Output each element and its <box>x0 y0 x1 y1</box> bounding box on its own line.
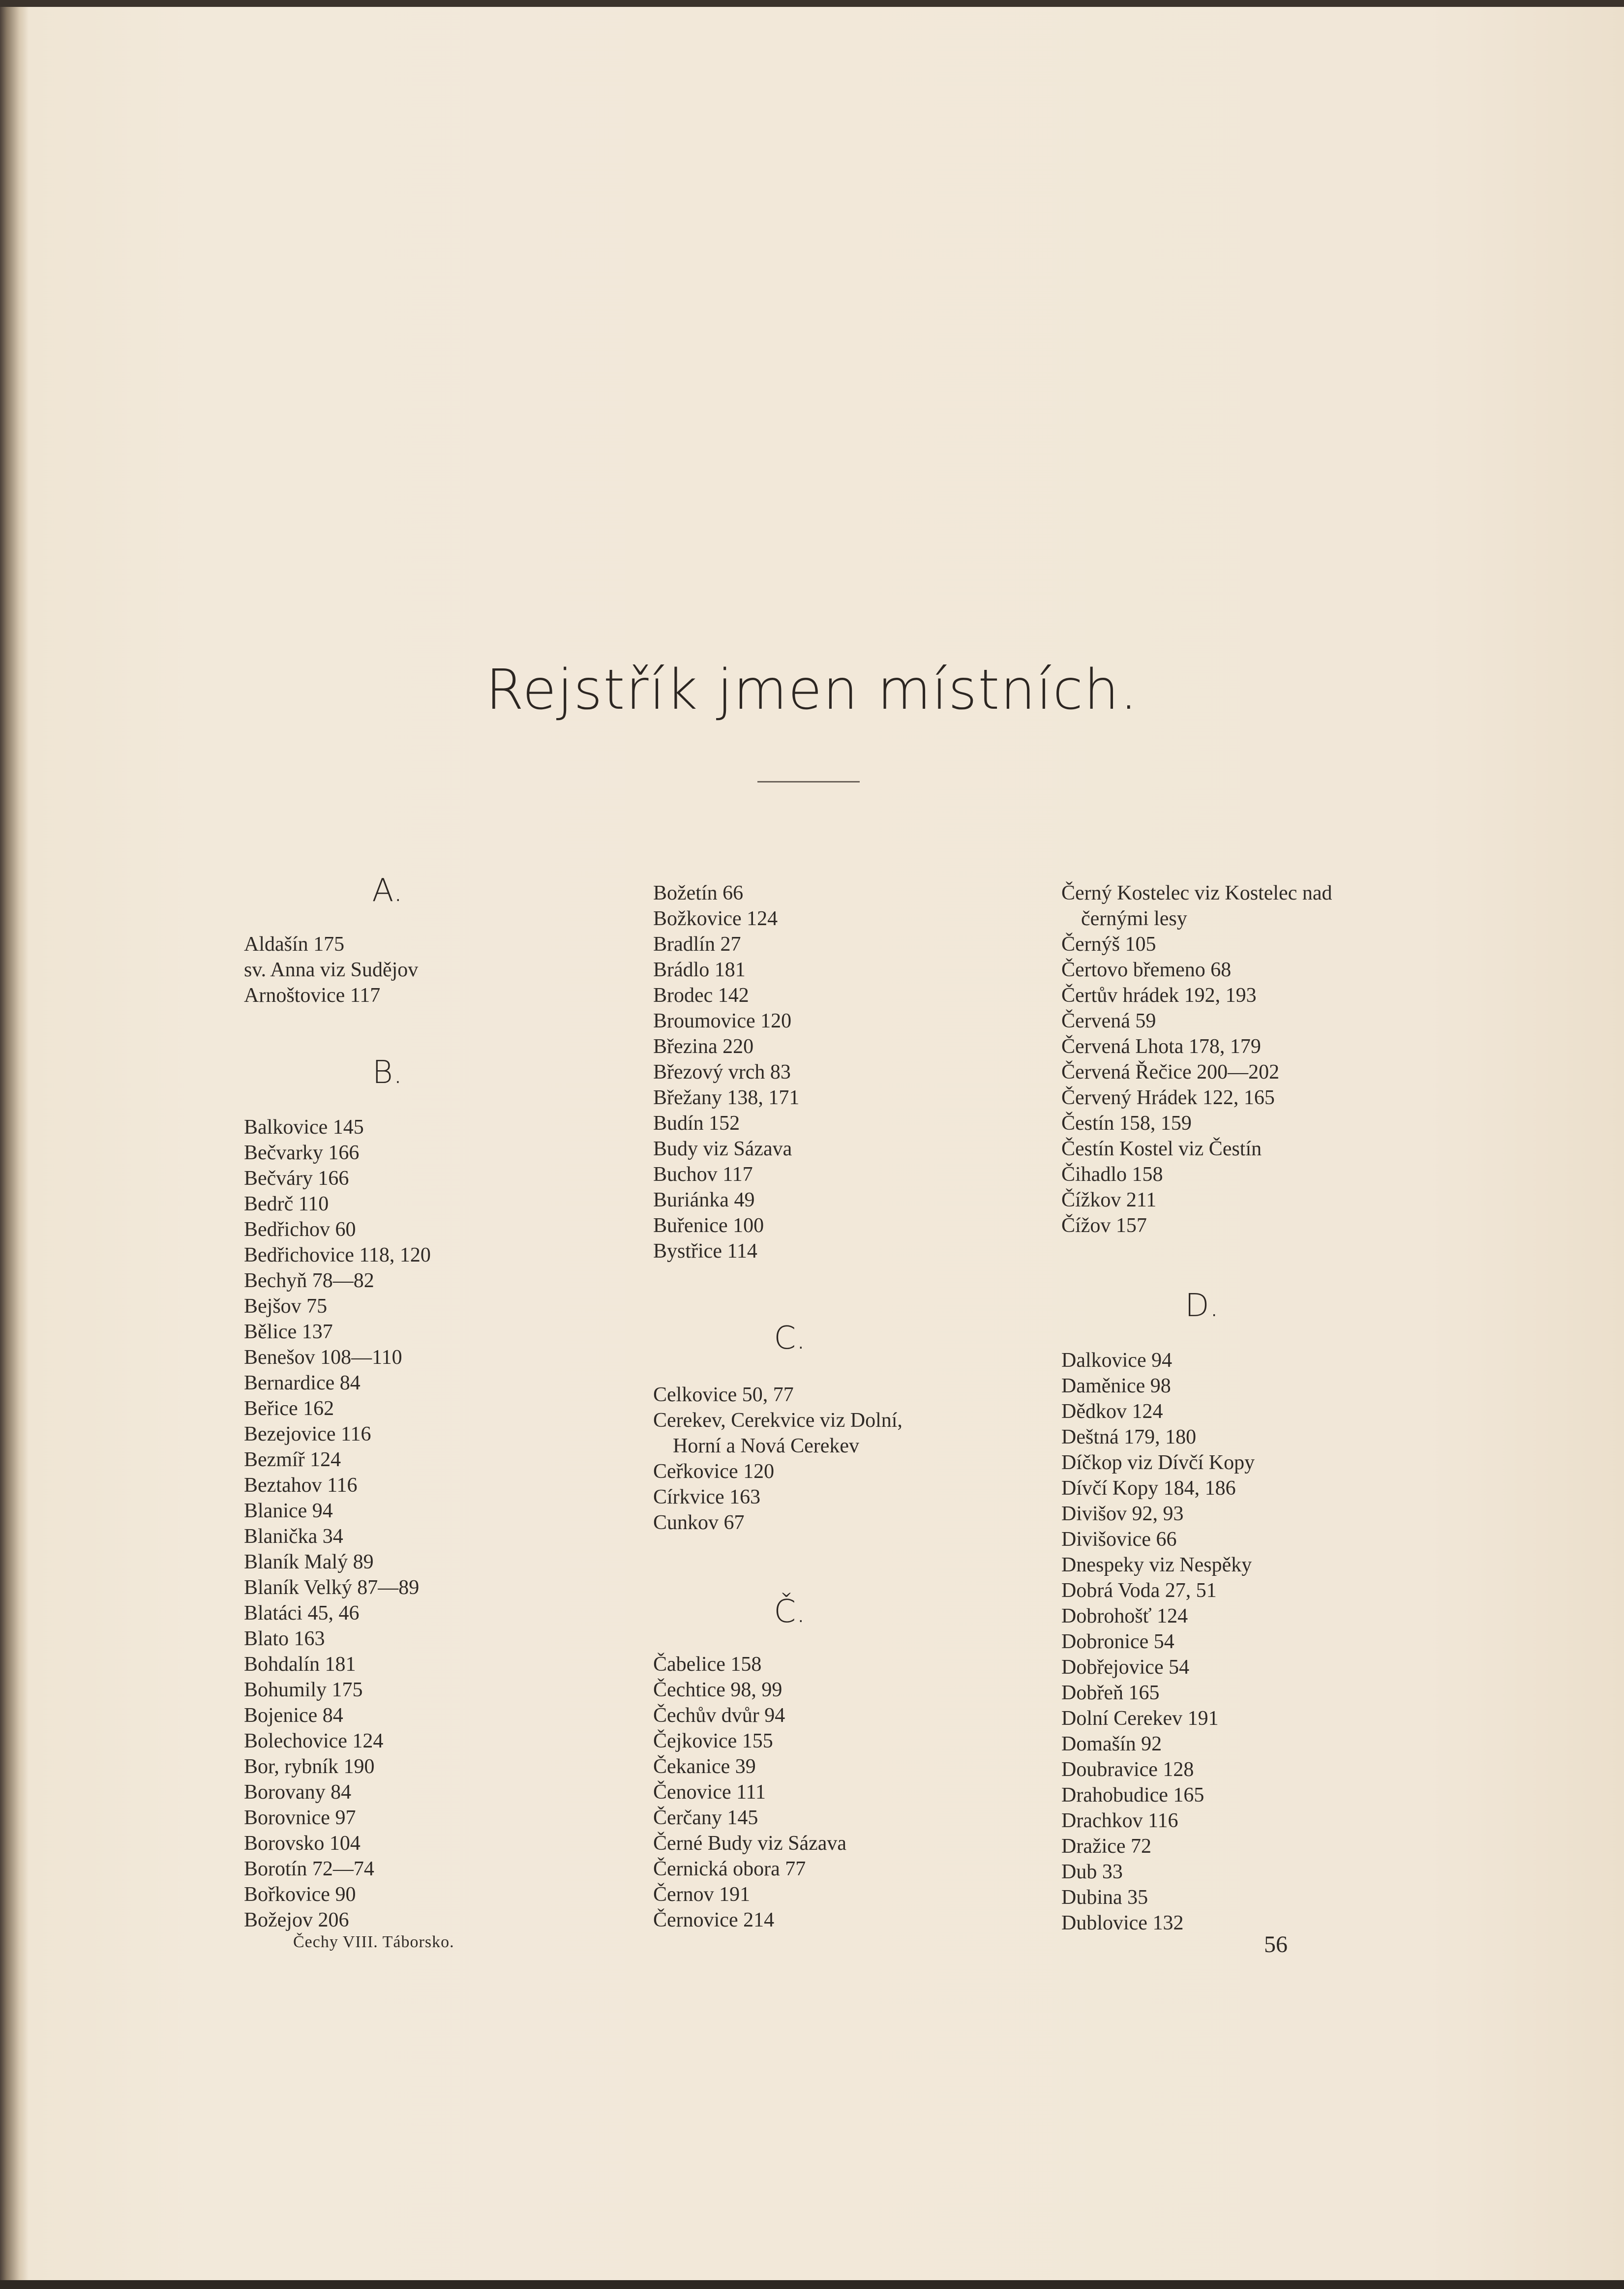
index-entry: Bezmíř 124 <box>244 1448 341 1471</box>
index-entry: Daměnice 98 <box>1061 1375 1171 1397</box>
index-entry: Dobronice 54 <box>1061 1630 1174 1653</box>
top-edge <box>0 0 1624 7</box>
index-entry: Blatáci 45, 46 <box>244 1602 360 1625</box>
index-entry: Bedrč 110 <box>244 1193 329 1215</box>
index-entry: Čertův hrádek 192, 193 <box>1061 984 1257 1007</box>
index-entry: Čekanice 39 <box>653 1755 756 1778</box>
index-entry: Bor, rybník 190 <box>244 1755 375 1778</box>
index-entry: Božetín 66 <box>653 882 744 904</box>
index-entry: Divišov 92, 93 <box>1061 1503 1184 1525</box>
page-title: Rejstřík jmen místních. <box>485 658 1139 722</box>
index-entry: Čestín Kostel viz Čestín <box>1061 1138 1262 1160</box>
index-entry: Bradlín 27 <box>653 933 741 956</box>
index-entry: Bečvarky 166 <box>244 1142 360 1164</box>
index-entry: Dražice 72 <box>1061 1835 1152 1858</box>
index-entry: Březina 220 <box>653 1035 754 1058</box>
index-entry: Červený Hrádek 122, 165 <box>1061 1086 1275 1109</box>
index-entry: Borovsko 104 <box>244 1832 361 1855</box>
index-entry: sv. Anna viz Sudějov <box>244 959 419 981</box>
index-entry: Černická obora 77 <box>653 1858 806 1880</box>
index-entry: Bedřichovice 118, 120 <box>244 1244 431 1266</box>
index-entry: Dnespeky viz Nespěky <box>1061 1554 1252 1576</box>
section-letter: Č. <box>774 1594 806 1630</box>
index-entry: Cerekev, Cerekvice viz Dolní, <box>653 1409 902 1432</box>
index-entry: Arnoštovice 117 <box>244 984 381 1007</box>
page-number: 56 <box>1264 1931 1288 1958</box>
index-entry: Ceřkovice 120 <box>653 1460 775 1483</box>
index-entry: Blanice 94 <box>244 1500 333 1522</box>
index-entry: Buchov 117 <box>653 1163 753 1186</box>
index-entry: Blato 163 <box>244 1627 325 1650</box>
title-rule <box>757 781 860 783</box>
index-entry: Černý Kostelec viz Kostelec nad <box>1061 882 1332 904</box>
index-entry: Bystřice 114 <box>653 1240 757 1263</box>
index-entry: Horní a Nová Cerekev <box>673 1435 860 1457</box>
index-entry: Čertovo břemeno 68 <box>1061 959 1232 981</box>
index-entry: Dědkov 124 <box>1061 1400 1163 1423</box>
index-entry: Božejov 206 <box>244 1909 349 1931</box>
index-entry: Beztahov 116 <box>244 1474 358 1497</box>
index-entry: Bolechovice 124 <box>244 1730 384 1752</box>
index-entry: Církvice 163 <box>653 1486 761 1508</box>
index-entry: Dobrohošť 124 <box>1061 1605 1188 1627</box>
index-entry: Černov 191 <box>653 1883 751 1906</box>
index-entry: Budy viz Sázava <box>653 1138 792 1160</box>
index-entry: Čabelice 158 <box>653 1653 762 1676</box>
index-entry: Drahobudice 165 <box>1061 1784 1204 1807</box>
section-letter: D. <box>1185 1288 1219 1324</box>
index-entry: Beřice 162 <box>244 1397 334 1420</box>
index-entry: Bojenice 84 <box>244 1704 343 1727</box>
index-entry: Blaník Malý 89 <box>244 1551 374 1573</box>
index-entry: Božkovice 124 <box>653 907 778 930</box>
index-entry: Bedřichov 60 <box>244 1218 356 1241</box>
index-entry: Čerčany 145 <box>653 1807 758 1829</box>
index-entry: Břežany 138, 171 <box>653 1086 800 1109</box>
index-entry: Bohdalín 181 <box>244 1653 356 1676</box>
section-letter: B. <box>372 1054 403 1091</box>
index-entry: Díčkop viz Dívčí Kopy <box>1061 1451 1255 1474</box>
index-entry: Čenovice 111 <box>653 1781 766 1804</box>
index-entry: Bořkovice 90 <box>244 1883 356 1906</box>
index-entry: Březový vrch 83 <box>653 1061 791 1084</box>
index-entry: Dolní Cerekev 191 <box>1061 1707 1219 1730</box>
index-entry: Doubravice 128 <box>1061 1758 1194 1781</box>
index-entry: Celkovice 50, 77 <box>653 1384 794 1406</box>
index-entry: Brádlo 181 <box>653 959 746 981</box>
index-entry: Broumovice 120 <box>653 1010 792 1032</box>
index-entry: Dívčí Kopy 184, 186 <box>1061 1477 1236 1500</box>
index-entry: Borotín 72—74 <box>244 1858 374 1880</box>
index-entry: Benešov 108—110 <box>244 1346 402 1369</box>
index-entry: Čihadlo 158 <box>1061 1163 1163 1186</box>
index-entry: Divišovice 66 <box>1061 1528 1177 1551</box>
index-entry: Červená 59 <box>1061 1010 1156 1032</box>
index-entry: Čechtice 98, 99 <box>653 1679 782 1701</box>
index-entry: Čechův dvůr 94 <box>653 1704 785 1727</box>
section-letter: A. <box>372 873 403 909</box>
index-entry: Bernardice 84 <box>244 1372 361 1394</box>
index-entry: černými lesy <box>1081 907 1187 930</box>
index-entry: Bezejovice 116 <box>244 1423 371 1446</box>
index-entry: Budín 152 <box>653 1112 740 1135</box>
index-entry: Borovany 84 <box>244 1781 352 1804</box>
bottom-edge <box>0 2280 1624 2289</box>
index-entry: Čejkovice 155 <box>653 1730 773 1752</box>
index-entry: Dalkovice 94 <box>1061 1349 1173 1372</box>
index-entry: Bělice 137 <box>244 1321 333 1343</box>
index-entry: Aldašín 175 <box>244 933 345 956</box>
index-entry: Bohumily 175 <box>244 1679 363 1701</box>
index-entry: Dobřeň 165 <box>1061 1682 1160 1704</box>
index-entry: Bejšov 75 <box>244 1295 328 1318</box>
index-entry: Buřenice 100 <box>653 1214 764 1237</box>
signature-line: Čechy VIII. Táborsko. <box>293 1933 454 1951</box>
index-entry: Čestín 158, 159 <box>1061 1112 1192 1135</box>
book-spine <box>0 0 29 2289</box>
index-entry: Drachkov 116 <box>1061 1809 1178 1832</box>
index-entry: Bečváry 166 <box>244 1167 349 1190</box>
index-entry: Bechyň 78—82 <box>244 1269 374 1292</box>
index-entry: Buriánka 49 <box>653 1189 755 1211</box>
index-entry: Čížov 157 <box>1061 1214 1147 1237</box>
index-entry: Dublovice 132 <box>1061 1912 1184 1934</box>
section-letter: C. <box>774 1320 806 1356</box>
index-entry: Brodec 142 <box>653 984 749 1007</box>
index-entry: Blaník Velký 87—89 <box>244 1576 420 1599</box>
index-entry: Blanička 34 <box>244 1525 343 1548</box>
index-entry: Dobřejovice 54 <box>1061 1656 1190 1679</box>
index-entry: Domašín 92 <box>1061 1733 1162 1755</box>
index-entry: Červená Řečice 200—202 <box>1061 1061 1280 1084</box>
index-entry: Černýš 105 <box>1061 933 1156 956</box>
index-entry: Černovice 214 <box>653 1909 775 1931</box>
index-entry: Dubina 35 <box>1061 1886 1148 1909</box>
index-entry: Balkovice 145 <box>244 1116 364 1139</box>
index-entry: Dub 33 <box>1061 1861 1123 1883</box>
index-entry: Čížkov 211 <box>1061 1189 1157 1211</box>
index-entry: Borovnice 97 <box>244 1807 356 1829</box>
index-entry: Dobrá Voda 27, 51 <box>1061 1579 1217 1602</box>
index-entry: Deštná 179, 180 <box>1061 1426 1197 1448</box>
index-entry: Černé Budy viz Sázava <box>653 1832 847 1855</box>
index-entry: Červená Lhota 178, 179 <box>1061 1035 1261 1058</box>
index-entry: Cunkov 67 <box>653 1511 745 1534</box>
